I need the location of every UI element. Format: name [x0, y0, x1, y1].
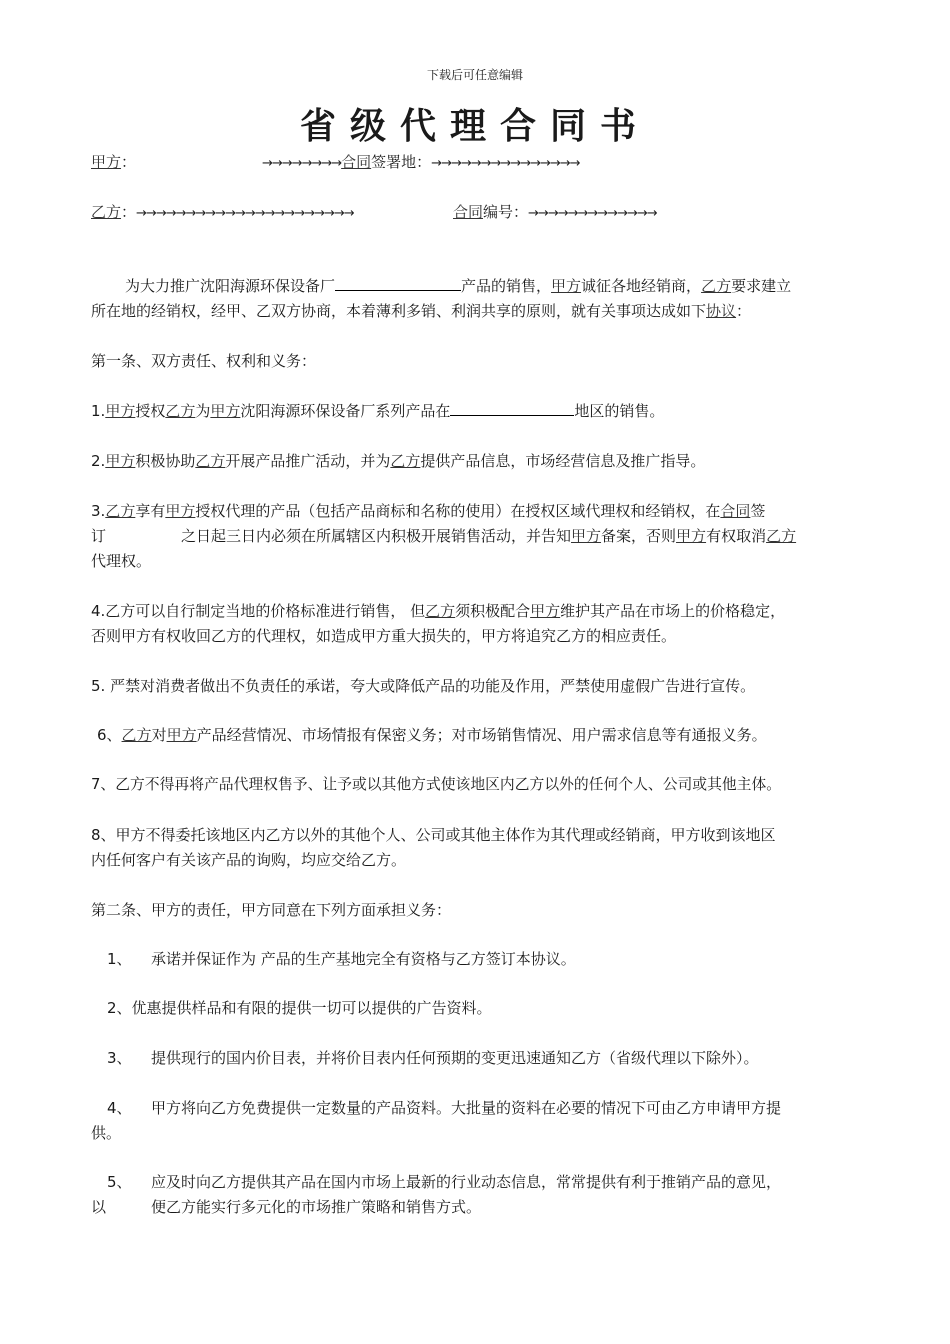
clause-1-3-line2: 订 — [91, 527, 107, 545]
clause-1-1: 1.甲方授权乙方为甲方沈阳海源环保设备厂系列产品在 地区的销售。 — [91, 399, 664, 423]
duty-5-number: 5、 — [107, 1173, 132, 1191]
clause-1-3-line3: 代理权。 — [91, 552, 152, 570]
party-b-label: 乙方 — [91, 203, 122, 221]
product-blank — [335, 274, 461, 291]
clause-1-8-line2: 内任何客户有关该产品的询购，均应交给乙方。 — [91, 851, 407, 869]
duty-3-text: 提供现行的国内价目表，并将价目表内任何预期的变更迅速通知乙方（省级代理以下除外）。 — [151, 1049, 759, 1067]
article-1-heading: 第一条、双方责任、权利和义务： — [91, 352, 317, 370]
duty-1-text: 承诺并保证作为 产品的生产基地完全有资格与乙方签订本协议。 — [151, 950, 576, 968]
contract-link: 合同 — [341, 153, 372, 171]
intro-paragraph-line2: 所在地的经销权，经甲、乙双方协商，本着薄利多销、利润共享的原则，就有关事项达成如下协议： — [91, 302, 752, 320]
party-b-line: 乙方：→→→→→→→→→→→→→→→→→→→→→→ — [91, 203, 354, 221]
sign-place-line — [262, 150, 580, 176]
party-a-line: 甲方： — [91, 153, 137, 171]
document-title: 省级代理合同书 — [299, 106, 650, 147]
article-2-heading: 第二条、甲方的责任，甲方同意在下列方面承担义务： — [91, 901, 452, 919]
clause-1-5: 5. 严禁对消费者做出不负责任的承诺，夸大或降低产品的功能及作用，严禁使用虚假广告进行宣传。 — [91, 677, 756, 695]
sign-place-label: 签署地： — [371, 153, 432, 171]
clause-1-3-line1: 3.乙方享有甲方授权代理的产品（包括产品商标和名称的使用）在授权区域代理权和经销权，在合同签 — [91, 502, 766, 520]
duty-5-text-line1: 应及时向乙方提供其产品在国内市场上最新的行业动态信息，常常提供有利于推销产品的意见， — [151, 1173, 782, 1191]
arrow-marks: →→→→→→→→ — [262, 156, 342, 171]
duty-5-text-line2a: 以 — [91, 1198, 107, 1216]
clause-1-6: 6、乙方对甲方产品经营情况、市场情报有保密义务；对市场销售情况、用户需求信息等有通报义务。 — [97, 726, 767, 744]
clause-1-3-line2b: 之日起三日内必须在所属辖区内积极开展销售活动，并告知甲方备案，否则甲方有权取消乙方 — [181, 527, 797, 545]
clause-1-4-line1: 4.乙方可以自行制定当地的价格标准进行销售， 但乙方须积极配合甲方维护其产品在市场上的价格稳定， — [91, 602, 786, 620]
clause-1-2: 2.甲方积极协助乙方开展产品推广活动，并为乙方提供产品信息，市场经营信息及推广指导。 — [91, 452, 706, 470]
region-blank — [450, 399, 574, 416]
duty-4-number: 4、 — [107, 1099, 132, 1117]
duty-4-text-line2: 供。 — [91, 1124, 122, 1142]
party-a-label: 甲方 — [91, 153, 122, 171]
duty-5-text-line2b: 便乙方能实行多元化的市场推广策略和销售方式。 — [151, 1198, 482, 1216]
duty-1-number: 1、 — [107, 950, 132, 968]
number-label: 编号： — [483, 203, 529, 221]
intro-paragraph-line1: 为大力推广沈阳海源环保设备厂 产品的销售，甲方诚征各地经销商，乙方要求建立 — [125, 274, 791, 298]
clause-1-7: 7、乙方不得再将产品代理权售予、让予或以其他方式使该地区内乙方以外的任何个人、公司或其他主体。 — [91, 776, 782, 793]
arrow-marks: →→→→→→→→→→→→→→→→→→→→→→ — [136, 206, 354, 221]
duty-3-number: 3、 — [107, 1049, 132, 1067]
clause-1-4-line2: 否则甲方有权收回乙方的代理权，如造成甲方重大损失的，甲方将追究乙方的相应责任。 — [91, 627, 677, 645]
arrow-marks: →→→→→→→→→→→→→→→ — [431, 156, 580, 171]
arrow-marks: →→→→→→→→→→→→→ — [528, 206, 657, 221]
download-notice: 下载后可任意编辑 — [426, 68, 523, 82]
duty-2-text: 2、优惠提供样品和有限的提供一切可以提供的广告资料。 — [107, 999, 492, 1017]
duty-4-text-line1: 甲方将向乙方免费提供一定数量的产品资料。大批量的资料在必要的情况下可由乙方申请甲方提 — [151, 1099, 782, 1117]
contract-number-line — [453, 200, 657, 226]
clause-1-8-line1: 8、甲方不得委托该地区内乙方以外的其他个人、公司或其他主体作为其代理或经销商，甲方收到该地区 — [91, 826, 776, 844]
contract-link: 合同 — [453, 203, 484, 221]
